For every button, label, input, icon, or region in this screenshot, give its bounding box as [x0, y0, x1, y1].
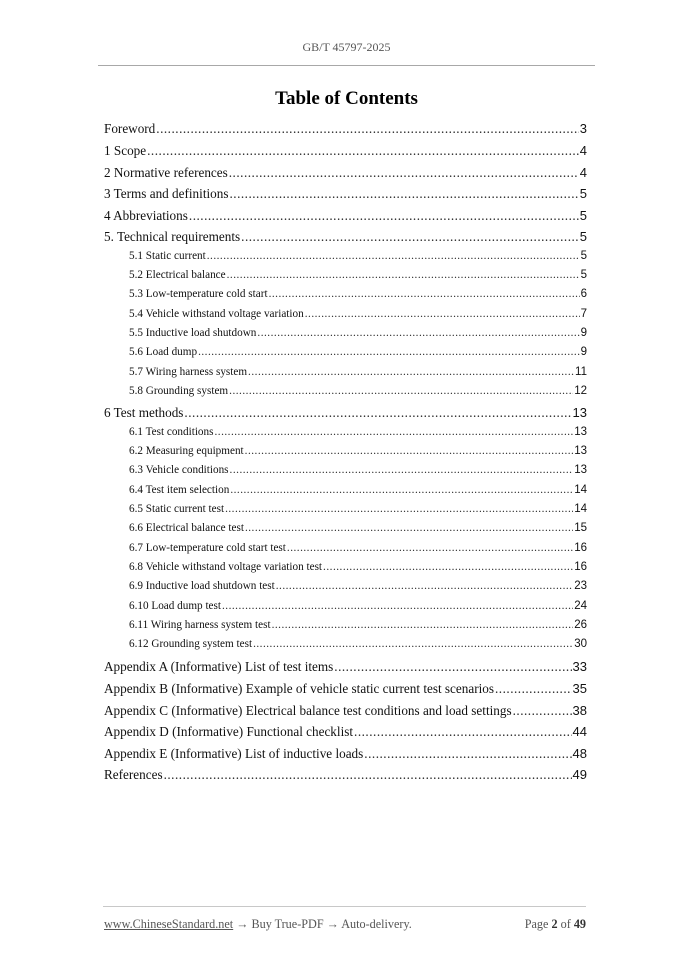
toc-entry[interactable]: [129, 522, 587, 534]
toc-entry-label: 1 Scope: [104, 143, 147, 158]
toc-entry-page: 5: [580, 250, 587, 262]
toc-entry-label: 6.11 Wiring harness system test: [129, 619, 271, 631]
toc-entry-page: 5: [579, 229, 587, 244]
toc-entry[interactable]: [104, 724, 587, 740]
footer-divider: [103, 906, 586, 907]
toc-entry-label: 6.4 Test item selection: [129, 484, 230, 496]
toc-entry-page: 16: [574, 561, 587, 573]
toc-entry-page: 16: [574, 542, 587, 554]
toc-entry-page: 13: [574, 464, 587, 476]
dot-leader: [245, 445, 574, 457]
toc-entry-label: Appendix E (Informative) List of inductive loads: [104, 746, 364, 761]
toc-entry[interactable]: [129, 250, 587, 262]
toc-entry-label: Appendix A (Informative) List of test items: [104, 659, 334, 674]
toc-entry-label: 4 Abbreviations: [104, 208, 188, 223]
toc-entry[interactable]: [104, 229, 587, 245]
toc-entry[interactable]: [129, 269, 587, 281]
toc-entry[interactable]: [129, 346, 587, 358]
toc-entry-label: Appendix C (Informative) Electrical balance test conditions and load settings: [104, 703, 512, 718]
toc-entry-label: 5.6 Load dump: [129, 346, 198, 358]
toc-entry[interactable]: [104, 405, 587, 421]
toc-entry-label: 6.12 Grounding system test: [129, 638, 253, 650]
toc-entry-page: 23: [574, 580, 587, 592]
toc-entry[interactable]: [129, 308, 587, 320]
toc-entry[interactable]: [129, 619, 587, 631]
page-label: Page: [524, 917, 549, 931]
toc-entry-page: 14: [574, 503, 587, 515]
toc-entry-label: 5.3 Low-temperature cold start: [129, 288, 268, 300]
toc-entry-label: 6.10 Load dump test: [129, 600, 221, 612]
dot-leader: [364, 746, 571, 762]
dot-leader: [276, 580, 573, 592]
dot-leader: [207, 250, 580, 262]
toc-entry[interactable]: [129, 288, 587, 300]
dot-leader: [241, 229, 579, 245]
dot-leader: [248, 366, 574, 378]
toc-entry[interactable]: [129, 327, 587, 339]
dot-leader: [230, 484, 573, 496]
toc-entry[interactable]: [104, 681, 587, 697]
toc-entry-label: 5.2 Electrical balance: [129, 269, 226, 281]
toc-entry-page: 7: [580, 308, 587, 320]
dot-leader: [225, 503, 573, 515]
toc-entry-page: 15: [574, 522, 587, 534]
toc-entry-label: 6.7 Low-temperature cold start test: [129, 542, 286, 554]
toc-entry-page: 9: [580, 327, 587, 339]
toc-entry-page: 9: [580, 346, 587, 358]
total-pages: 49: [573, 917, 586, 931]
toc-entry-page: 11: [575, 366, 587, 378]
toc-entry-label: 6 Test methods: [104, 405, 184, 420]
toc-entry-label: 6.6 Electrical balance test: [129, 522, 244, 534]
toc-entry-page: 38: [572, 703, 587, 718]
toc-entry[interactable]: [129, 542, 587, 554]
page-of-label: of: [560, 917, 571, 931]
dot-leader: [222, 600, 573, 612]
toc-entry-page: 14: [574, 484, 587, 496]
toc-entry-page: 12: [574, 385, 587, 397]
dot-leader: [269, 288, 580, 300]
toc-entry-page: 26: [574, 619, 587, 631]
toc-entry[interactable]: [129, 638, 587, 650]
arrow-right-icon: →: [233, 917, 252, 931]
toc-entry-page: 5: [579, 208, 587, 223]
toc-entry[interactable]: [104, 767, 587, 783]
dot-leader: [354, 724, 572, 740]
website-link[interactable]: www.ChineseStandard.net: [104, 917, 234, 931]
toc-entry-label: References: [104, 767, 163, 782]
arrow-right-icon: →: [323, 917, 342, 931]
toc-entry-label: 6.8 Vehicle withstand voltage variation test: [129, 561, 323, 573]
toc-entry[interactable]: [104, 746, 587, 762]
toc-entry-page: 48: [572, 746, 587, 761]
toc-entry-label: 6.3 Vehicle conditions: [129, 464, 229, 476]
dot-leader: [229, 385, 573, 397]
toc-entry-label: Appendix D (Informative) Functional checklist: [104, 724, 354, 739]
toc-entry-page: 49: [572, 767, 587, 782]
toc-entry[interactable]: [129, 426, 587, 438]
dot-leader: [272, 619, 574, 631]
page-footer: [104, 917, 586, 932]
toc-entry-page: 13: [574, 426, 587, 438]
dot-leader: [230, 464, 574, 476]
toc-entry-page: 3: [579, 121, 587, 136]
toc-entry-page: 33: [572, 659, 587, 674]
toc-entry[interactable]: [129, 580, 587, 592]
dot-leader: [147, 143, 579, 159]
toc-entry[interactable]: [104, 659, 587, 675]
dot-leader: [245, 522, 573, 534]
dot-leader: [495, 681, 572, 697]
toc-entry[interactable]: [129, 385, 587, 397]
toc-entry[interactable]: [104, 121, 587, 137]
toc-entry-label: 5.8 Grounding system: [129, 385, 229, 397]
toc-entry[interactable]: [129, 600, 587, 612]
toc-entry-page: 24: [574, 600, 587, 612]
toc-entry-label: 5.7 Wiring harness system: [129, 366, 248, 378]
toc-entry-label: 5.5 Inductive load shutdown: [129, 327, 257, 339]
dot-leader: [257, 327, 579, 339]
toc-entry-page: 35: [572, 681, 587, 696]
page-number: [525, 917, 586, 932]
toc-entry[interactable]: [129, 366, 587, 378]
toc-entry[interactable]: [129, 561, 587, 573]
toc-entry[interactable]: [104, 703, 587, 719]
toc-entry[interactable]: [129, 445, 587, 457]
toc-entry-label: 6.2 Measuring equipment: [129, 445, 244, 457]
toc-entry-label: Foreword: [104, 121, 156, 136]
dot-leader: [323, 561, 573, 573]
toc-entry[interactable]: [129, 464, 587, 476]
dot-leader: [156, 121, 578, 137]
dot-leader: [164, 767, 572, 783]
toc-entry[interactable]: [104, 186, 587, 202]
footer-promo: [104, 917, 412, 932]
toc-entry-label: 5.1 Static current: [129, 250, 206, 262]
toc-entry-label: 6.9 Inductive load shutdown test: [129, 580, 275, 592]
toc-entry-page: 44: [572, 724, 587, 739]
toc-entry-label: 2 Normative references: [104, 165, 228, 180]
toc-entry[interactable]: [104, 143, 587, 159]
dot-leader: [287, 542, 573, 554]
dot-leader: [184, 405, 571, 421]
dot-leader: [214, 426, 573, 438]
toc-entry-page: 5: [579, 186, 587, 201]
dot-leader: [229, 165, 579, 181]
toc-entry-page: 5: [580, 269, 587, 281]
toc-entry[interactable]: [104, 165, 587, 181]
auto-delivery-text: Auto-delivery.: [341, 917, 412, 931]
toc-entry-label: Appendix B (Informative) Example of vehicle static current test scenarios: [104, 681, 494, 696]
buy-true-pdf-text: Buy True-PDF: [251, 917, 324, 931]
toc-entry-label: 5. Technical requirements: [104, 229, 241, 244]
document-header-id: GB/T 45797-2025: [302, 40, 391, 54]
dot-leader: [198, 346, 580, 358]
dot-leader: [189, 208, 579, 224]
dot-leader: [305, 308, 580, 320]
toc-entry-label: 6.5 Static current test: [129, 503, 225, 515]
toc-entry-page: 30: [574, 638, 587, 650]
dot-leader: [334, 659, 571, 675]
toc-entry-label: 5.4 Vehicle withstand voltage variation: [129, 308, 304, 320]
toc-entry-page: 13: [572, 405, 587, 420]
toc-entry-page: 4: [579, 143, 587, 158]
dot-leader: [513, 703, 572, 719]
dot-leader: [227, 269, 580, 281]
toc-entry[interactable]: [129, 484, 587, 496]
toc-entry-page: 6: [580, 288, 587, 300]
dot-leader: [229, 186, 578, 202]
toc-entry-page: 13: [574, 445, 587, 457]
toc-entry[interactable]: [129, 503, 587, 515]
current-page: 2: [551, 917, 558, 931]
page-title: Table of Contents: [275, 88, 418, 109]
toc-entry[interactable]: [104, 208, 587, 224]
toc-entry-label: 3 Terms and definitions: [104, 186, 229, 201]
header-divider: [98, 65, 595, 66]
dot-leader: [253, 638, 573, 650]
toc-entry-label: 6.1 Test conditions: [129, 426, 214, 438]
toc-entry-page: 4: [579, 165, 587, 180]
